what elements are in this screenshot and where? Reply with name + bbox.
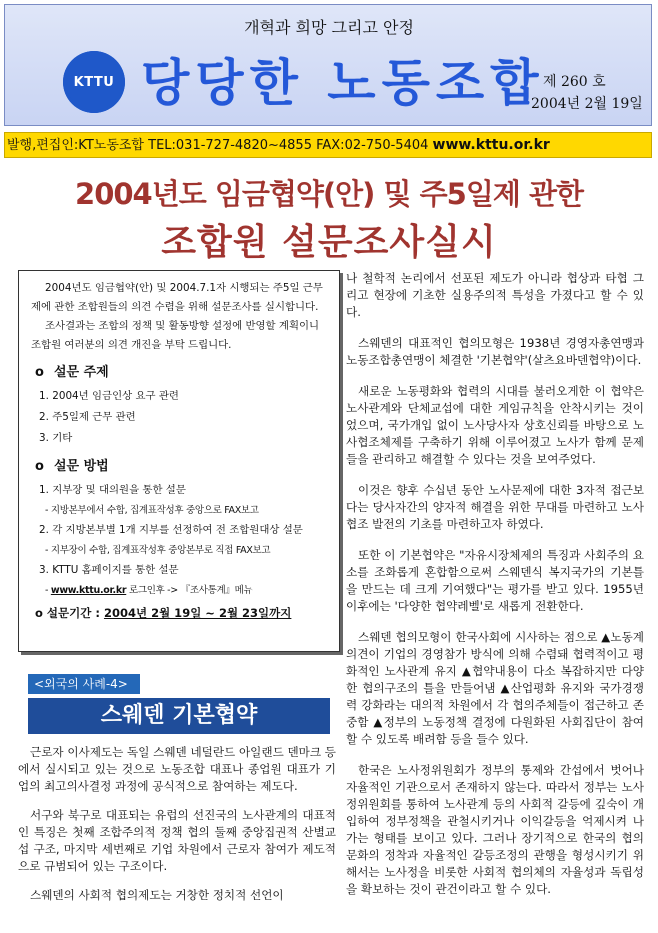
article-paragraph: 한국은 노사정위원회가 정부의 통제와 간섭에서 벗어나 자율적인 기관으로서 존재하지 않는다. 따라서 정부는 노사정위원회를 통하여 노사관계 등의 사회적 갈등에 깊숙이 개입하여 정부정책을 관철시키거나 이익갈등을 억제시켜 나가는 형태를 보이고 있다. 그러나 장기적으로 한국의 협의문화의 정착과 자율적인 갈등조정의 관행을 형성시키기 위해서는 노사정을 비롯한 사회적 협의체의 자율성과 독립성을 확보하는 것이 관건이라고 할 수 있다.	[346, 763, 644, 896]
headline-line-2: 조합원 설문조사실시	[161, 222, 497, 263]
website-link[interactable]: www.kttu.or.kr	[432, 137, 550, 153]
article-left-column	[18, 744, 336, 916]
publisher-contact: 발행,편집인:KT노동조합 TEL:031-727-4820~4855 FAX:02-750-5404	[7, 138, 429, 153]
kttu-logo	[63, 51, 125, 113]
headline-line-1: 2004년도 임금협약(안) 및 주5일제 관한	[75, 177, 583, 211]
method-detail: - 지방본부에서 수합, 집계표작성후 중앙으로 FAX보고	[45, 505, 259, 516]
article-paragraph: 또한 이 기본협약은 "자유시장체제의 특징과 사회주의 요소를 조화롭게 혼합함으로써 스웨덴식 복지국가의 기본틀을 만드는 데 크게 기여했다"는 평가를 받고 있다. 1955년 이후에는 '다양한 협약레벨'로 새롭게 전환한다.	[346, 548, 644, 613]
publisher-info-bar	[4, 132, 652, 158]
survey-notice-box	[18, 270, 340, 652]
article-paragraph: 근로자 이사제도는 독일 스웨덴 네덜란드 아일랜드 덴마크 등에서 실시되고 있는 것으로 노동조합 대표나 종업원 대표가 기업의 최고의사결정 과정에 공식적으로 참여하는 제도다.	[18, 745, 336, 793]
issue-number: 제 260 호	[543, 74, 606, 90]
bullet-o-icon: o	[35, 459, 44, 474]
survey-period: o 설문기간 : 2004년 2월 19일 ~ 2월 23일까지	[35, 606, 292, 620]
topic-item: 1. 2004년 임금인상 요구 관련	[39, 390, 179, 402]
method-detail: - www.kttu.or.kr 로그인후 -> 『조사통계』메뉴	[45, 585, 253, 596]
masthead-banner	[4, 4, 652, 126]
article-paragraph: 새로운 노동평화와 협력의 시대를 불러오게한 이 협약은 노사관계와 단체교섭에 대한 게임규칙을 안착시키는 것이었으며, 국가개입 없이 노사당사자 상호신뢰를 바탕으로 노사협조체제를 구축하기 위해 이루어졌고 노사가 함께 문제들을 관리하고 해결할 수 있다는 것을 보여주었다.	[346, 384, 644, 466]
publication-date: 2004년 2월 19일	[531, 96, 643, 112]
topic-item: 3. 기타	[39, 432, 73, 444]
survey-intro-1: 2004년도 임금협약(안) 및 2004.7.1자 시행되는 주5일 근무제에 관한 조합원들의 의견 수렴을 위해 설문조사를 실시합니다.	[31, 282, 323, 313]
article-paragraph: 나 철학적 논리에서 선포된 제도가 아니라 협상과 타협 그리고 현장에 기초한 실용주의적 특성을 가졌다고 할 수 있다.	[346, 271, 644, 319]
homepage-link[interactable]: www.kttu.or.kr	[50, 585, 127, 596]
slogan: 개혁과 희망 그리고 안정	[244, 18, 414, 37]
series-title: 스웨덴 기본협약	[28, 698, 330, 734]
bullet-o-icon: o	[35, 365, 44, 380]
method-item: 1. 지부장 및 대의원을 통한 설문	[39, 484, 186, 496]
article-paragraph: 스웨덴 협의모형이 한국사회에 시사하는 점으로 ▲노동계 의견이 기업의 경영참가 방식에 의해 수렴돼 협력적이고 평화적인 노사관계 유지 ▲협약내용이 다소 복잡하지만 다양한 협의구조의 틀을 만들어냄 ▲산업평화 유지와 국가경쟁력 강화라는 대의적 차원에서 각 협의주체들이 접근하고 존중함 ▲정부의 노동정책 결정에 다원화된 사회집단이 참여할 수 있도록 배려함 등을 들수 있다.	[346, 630, 644, 746]
method-item: 2. 각 지방본부별 1개 지부를 선정하여 전 조합원대상 설문	[39, 524, 303, 536]
article-paragraph: 이것은 향후 수십년 동안 노사문제에 대한 3자적 접근보다는 당사자간의 양자적 해결을 위한 무대를 마련하고 노사협조 발전의 기초를 마련하고자 하였다.	[346, 483, 644, 531]
survey-intro-2: 조사결과는 조합의 정책 및 활동방향 설정에 반영할 계획이니 조합원 여러분의 의견 개진을 부탁 드립니다.	[31, 320, 320, 351]
newsletter-title: 당당한 노동조합	[141, 54, 545, 112]
topic-item: 2. 주5일제 근무 관련	[39, 411, 136, 423]
article-right-column	[346, 270, 644, 912]
topics-heading: o 설문 주제	[35, 365, 109, 380]
methods-heading: o 설문 방법	[35, 459, 109, 474]
method-detail: - 지부장이 수합, 집계표작성후 중앙본부로 직접 FAX보고	[45, 545, 271, 556]
logo-text: KTTU	[73, 74, 115, 90]
article-paragraph: 스웨덴의 대표적인 협의모형은 1938년 경영자총연맹과 노동조합총연맹이 체결한 '기본협약'(살츠요바덴협약)이다.	[346, 336, 644, 367]
method-item: 3. KTTU 홈페이지를 통한 설문	[39, 564, 179, 576]
series-badge: <외국의 사례-4>	[28, 674, 140, 694]
article-paragraph: 스웨덴의 사회적 협의제도는 거창한 정치적 선언이	[30, 888, 284, 902]
article-paragraph: 서구와 북구로 대표되는 유럽의 선진국의 노사관계의 대표적인 특징은 첫째 조합주의적 정책 협의 둘째 중앙집권적 산별교섭 구조, 마지막 세번째로 기업 차원에서 근로자 참여가 제도적으로 규범되어 있는 구조이다.	[18, 808, 336, 873]
